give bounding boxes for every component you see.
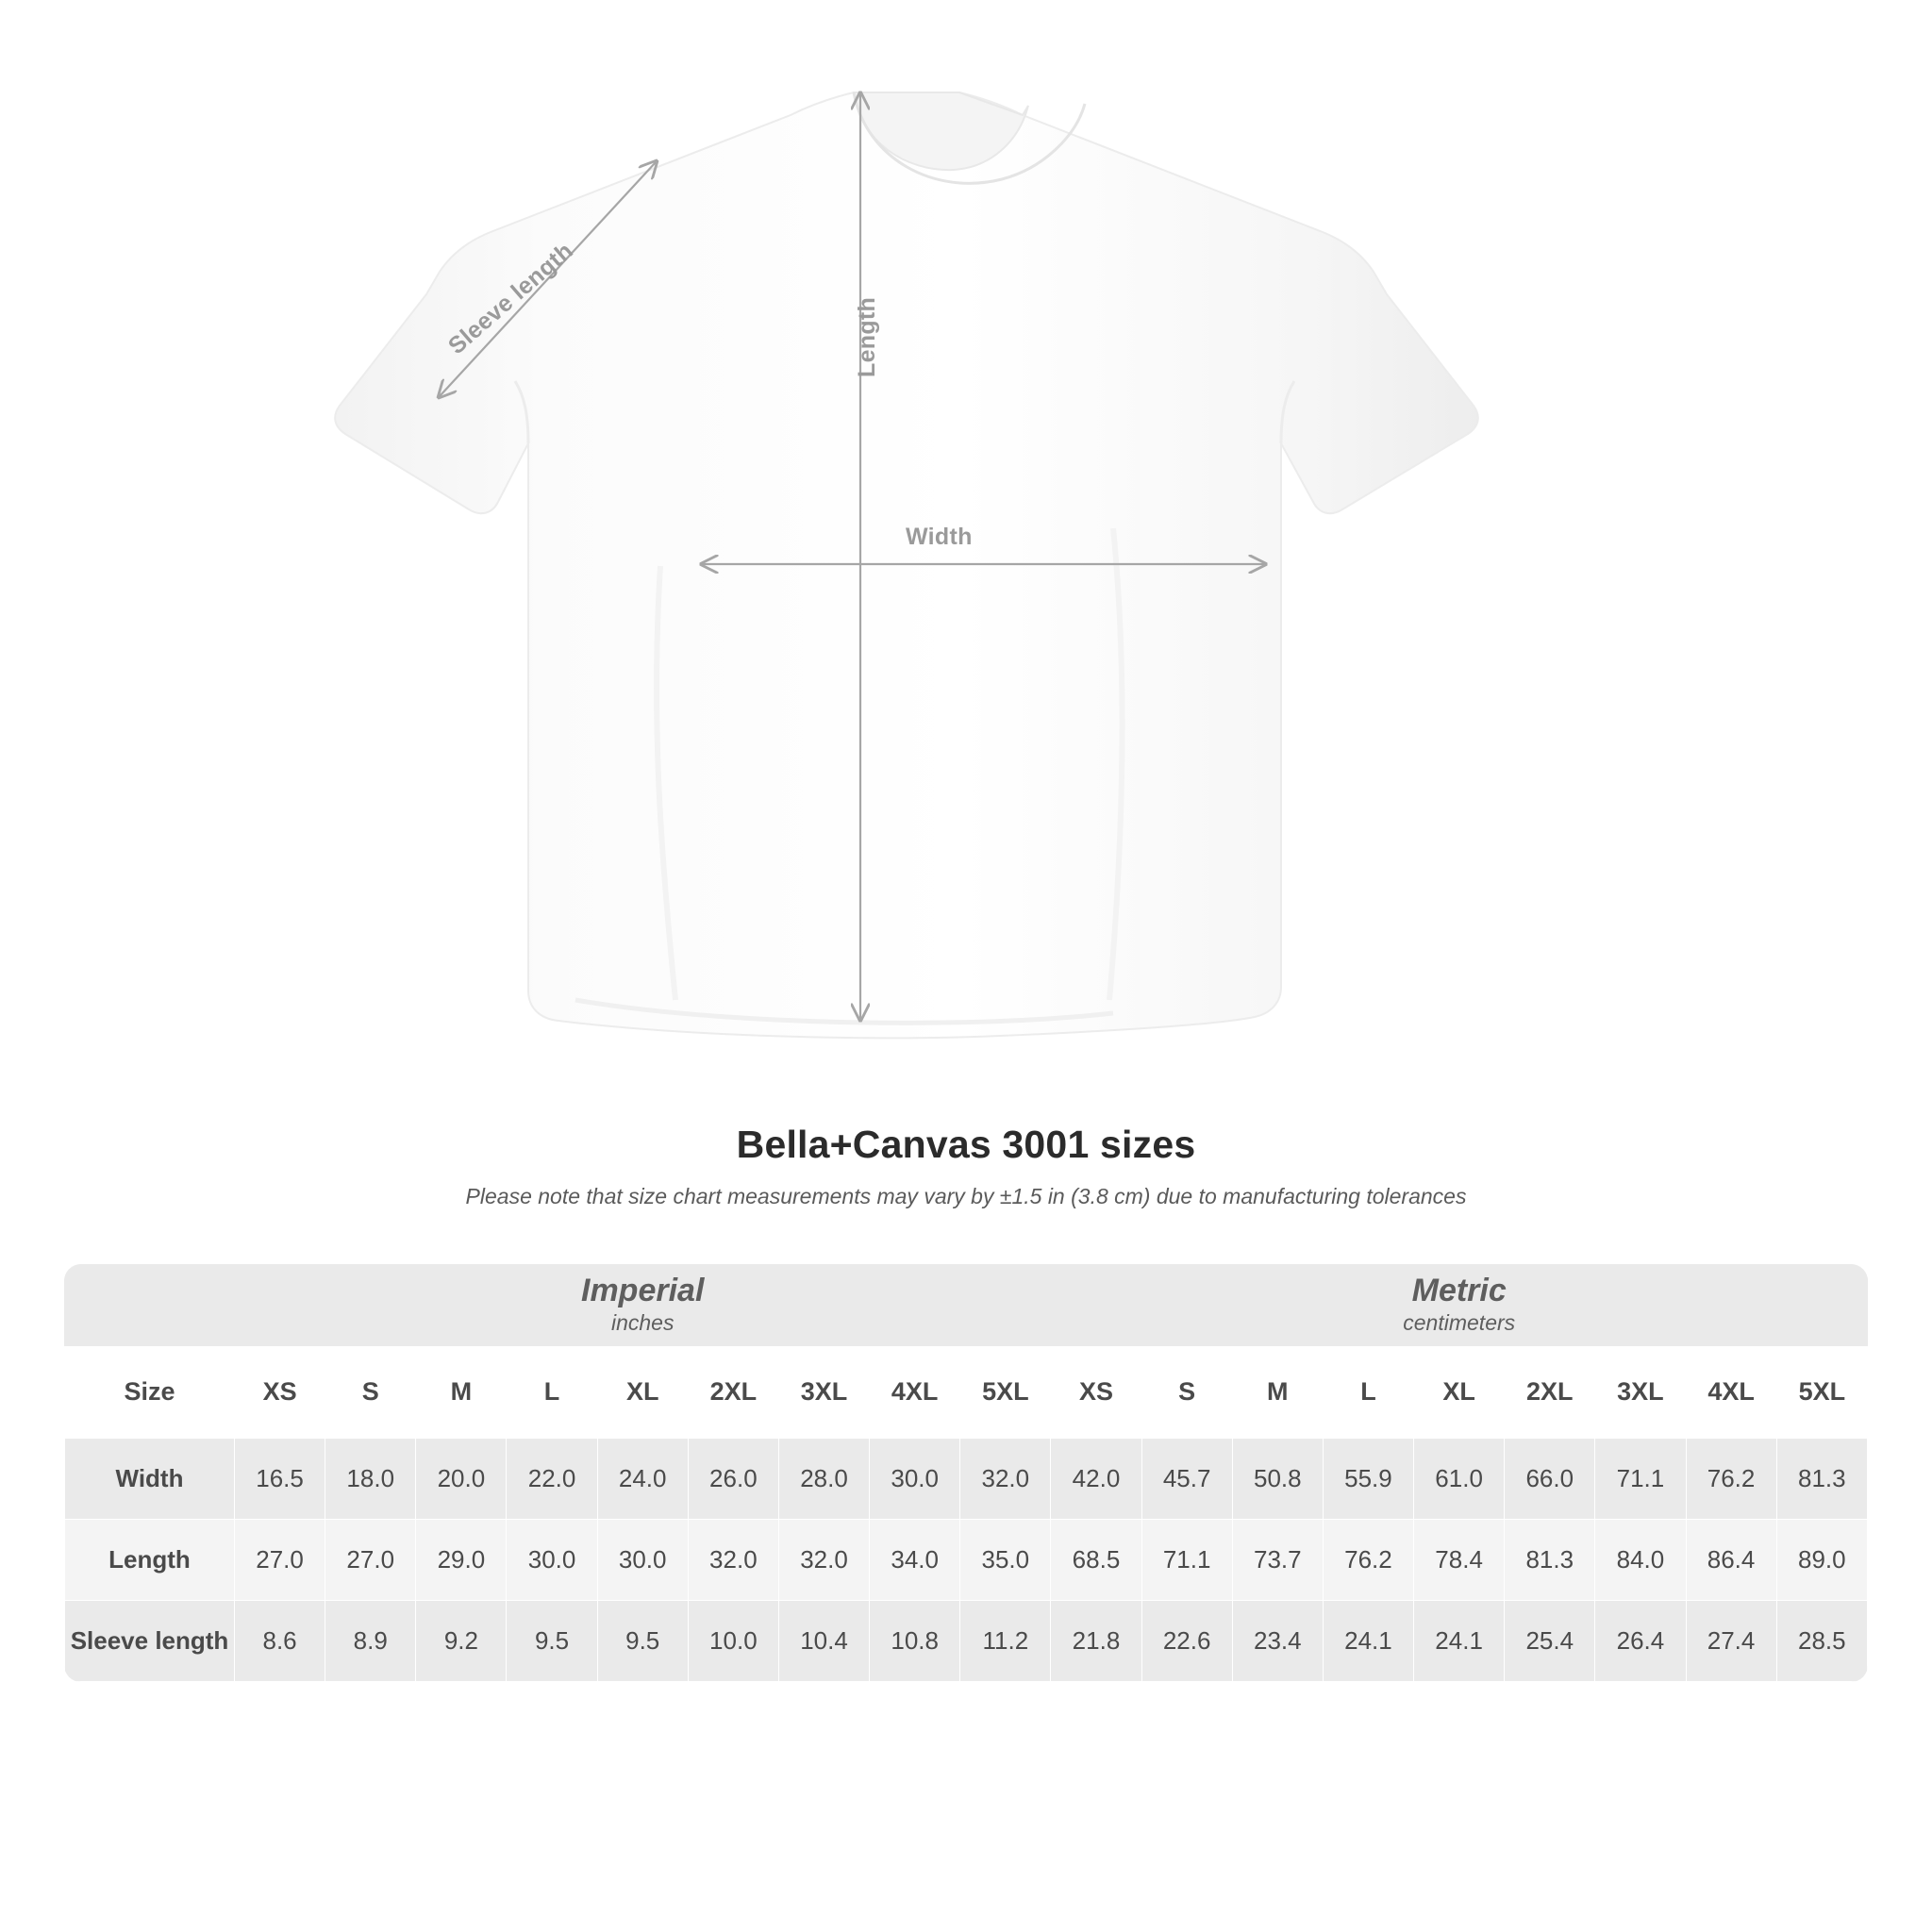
sleeve-length-label: Sleeve length [443, 237, 578, 360]
measurement-cell: 27.4 [1686, 1601, 1776, 1682]
unit-imperial [235, 1265, 1051, 1346]
row-label: Length [65, 1520, 235, 1601]
measurement-cell: 20.0 [416, 1439, 507, 1520]
table-row [65, 1601, 1868, 1682]
unit-row [65, 1265, 1868, 1346]
measurement-cell: 22.6 [1141, 1601, 1232, 1682]
measurement-cell: 66.0 [1505, 1439, 1595, 1520]
unit-imperial-sub: inches [610, 1310, 675, 1336]
measurement-cell: 55.9 [1323, 1439, 1413, 1520]
size-header-label: Size [65, 1346, 235, 1439]
size-column-header: 2XL [688, 1346, 778, 1439]
length-label: Length [854, 296, 880, 377]
measurement-cell: 22.0 [507, 1439, 597, 1520]
measurement-cell: 11.2 [960, 1601, 1051, 1682]
measurement-cell: 24.1 [1323, 1601, 1413, 1682]
measurement-cell: 89.0 [1776, 1520, 1867, 1601]
size-column-header: 5XL [1776, 1346, 1867, 1439]
size-table-container [64, 1264, 1868, 1682]
unit-imperial-name: Imperial [581, 1273, 705, 1308]
measurement-cell: 76.2 [1686, 1439, 1776, 1520]
measurement-cell: 9.5 [507, 1601, 597, 1682]
measurement-cell: 71.1 [1595, 1439, 1686, 1520]
measurement-cell: 42.0 [1051, 1439, 1141, 1520]
measurement-cell: 21.8 [1051, 1601, 1141, 1682]
measurement-cell: 10.8 [870, 1601, 960, 1682]
measurement-cell: 35.0 [960, 1520, 1051, 1601]
measurement-cell: 25.4 [1505, 1601, 1595, 1682]
measurement-cell: 9.2 [416, 1601, 507, 1682]
size-table [64, 1264, 1868, 1682]
measurement-cell: 76.2 [1323, 1520, 1413, 1601]
tolerance-note: Please note that size chart measurements may vary by ±1.5 in (3.8 cm) due to manufacturing tolerances [465, 1184, 1467, 1208]
shirt-shape [335, 92, 1478, 1038]
table-row [65, 1520, 1868, 1601]
measurement-cell: 71.1 [1141, 1520, 1232, 1601]
size-column-header: XL [597, 1346, 688, 1439]
measurement-cell: 18.0 [325, 1439, 416, 1520]
table-row [65, 1439, 1868, 1520]
size-column-header: M [1232, 1346, 1323, 1439]
unit-metric-sub: centimeters [1403, 1310, 1516, 1336]
size-column-header: 4XL [870, 1346, 960, 1439]
measurement-cell: 24.1 [1414, 1601, 1505, 1682]
measurement-cell: 84.0 [1595, 1520, 1686, 1601]
row-label: Sleeve length [65, 1601, 235, 1682]
measurement-cell: 27.0 [325, 1520, 416, 1601]
size-column-header: 4XL [1686, 1346, 1776, 1439]
measurement-cell: 34.0 [870, 1520, 960, 1601]
size-header-row [65, 1346, 1868, 1439]
measurement-cell: 30.0 [507, 1520, 597, 1601]
size-column-header: L [507, 1346, 597, 1439]
size-column-header: S [1141, 1346, 1232, 1439]
measurement-cell: 10.4 [778, 1601, 869, 1682]
size-column-header: 3XL [778, 1346, 869, 1439]
size-column-header: 3XL [1595, 1346, 1686, 1439]
measurement-cell: 78.4 [1414, 1520, 1505, 1601]
size-column-header: S [325, 1346, 416, 1439]
measurement-cell: 32.0 [778, 1520, 869, 1601]
size-column-header: M [416, 1346, 507, 1439]
measurement-cell: 8.9 [325, 1601, 416, 1682]
size-column-header: L [1323, 1346, 1413, 1439]
measurement-cell: 32.0 [960, 1439, 1051, 1520]
measurement-cell: 45.7 [1141, 1439, 1232, 1520]
measurement-cell: 16.5 [235, 1439, 325, 1520]
measurement-cell: 68.5 [1051, 1520, 1141, 1601]
size-column-header: XL [1414, 1346, 1505, 1439]
measurement-cell: 32.0 [688, 1520, 778, 1601]
measurement-cell: 30.0 [597, 1520, 688, 1601]
table-corner [65, 1265, 235, 1346]
unit-metric-name: Metric [1411, 1273, 1507, 1308]
measurement-cell: 28.0 [778, 1439, 869, 1520]
measurement-cell: 26.4 [1595, 1601, 1686, 1682]
measurement-cell: 24.0 [597, 1439, 688, 1520]
measurement-cell: 26.0 [688, 1439, 778, 1520]
page-title: Bella+Canvas 3001 sizes [736, 1123, 1196, 1166]
size-column-header: 2XL [1505, 1346, 1595, 1439]
measurement-cell: 29.0 [416, 1520, 507, 1601]
measurement-cell: 9.5 [597, 1601, 688, 1682]
measurement-cell: 8.6 [235, 1601, 325, 1682]
size-table-body [65, 1439, 1868, 1682]
measurement-cell: 73.7 [1232, 1520, 1323, 1601]
width-label: Width [906, 524, 973, 550]
measurement-cell: 81.3 [1776, 1439, 1867, 1520]
measurement-cell: 86.4 [1686, 1520, 1776, 1601]
measurement-cell: 50.8 [1232, 1439, 1323, 1520]
measurement-cell: 10.0 [688, 1601, 778, 1682]
unit-metric [1051, 1265, 1868, 1346]
measurement-cell: 61.0 [1414, 1439, 1505, 1520]
measurement-cell: 81.3 [1505, 1520, 1595, 1601]
measurement-cell: 23.4 [1232, 1601, 1323, 1682]
measurement-cell: 30.0 [870, 1439, 960, 1520]
row-label: Width [65, 1439, 235, 1520]
measurement-cell: 28.5 [1776, 1601, 1867, 1682]
chart-heading [0, 1123, 1932, 1209]
size-column-header: 5XL [960, 1346, 1051, 1439]
measurement-cell: 27.0 [235, 1520, 325, 1601]
size-column-header: XS [235, 1346, 325, 1439]
size-column-header: XS [1051, 1346, 1141, 1439]
